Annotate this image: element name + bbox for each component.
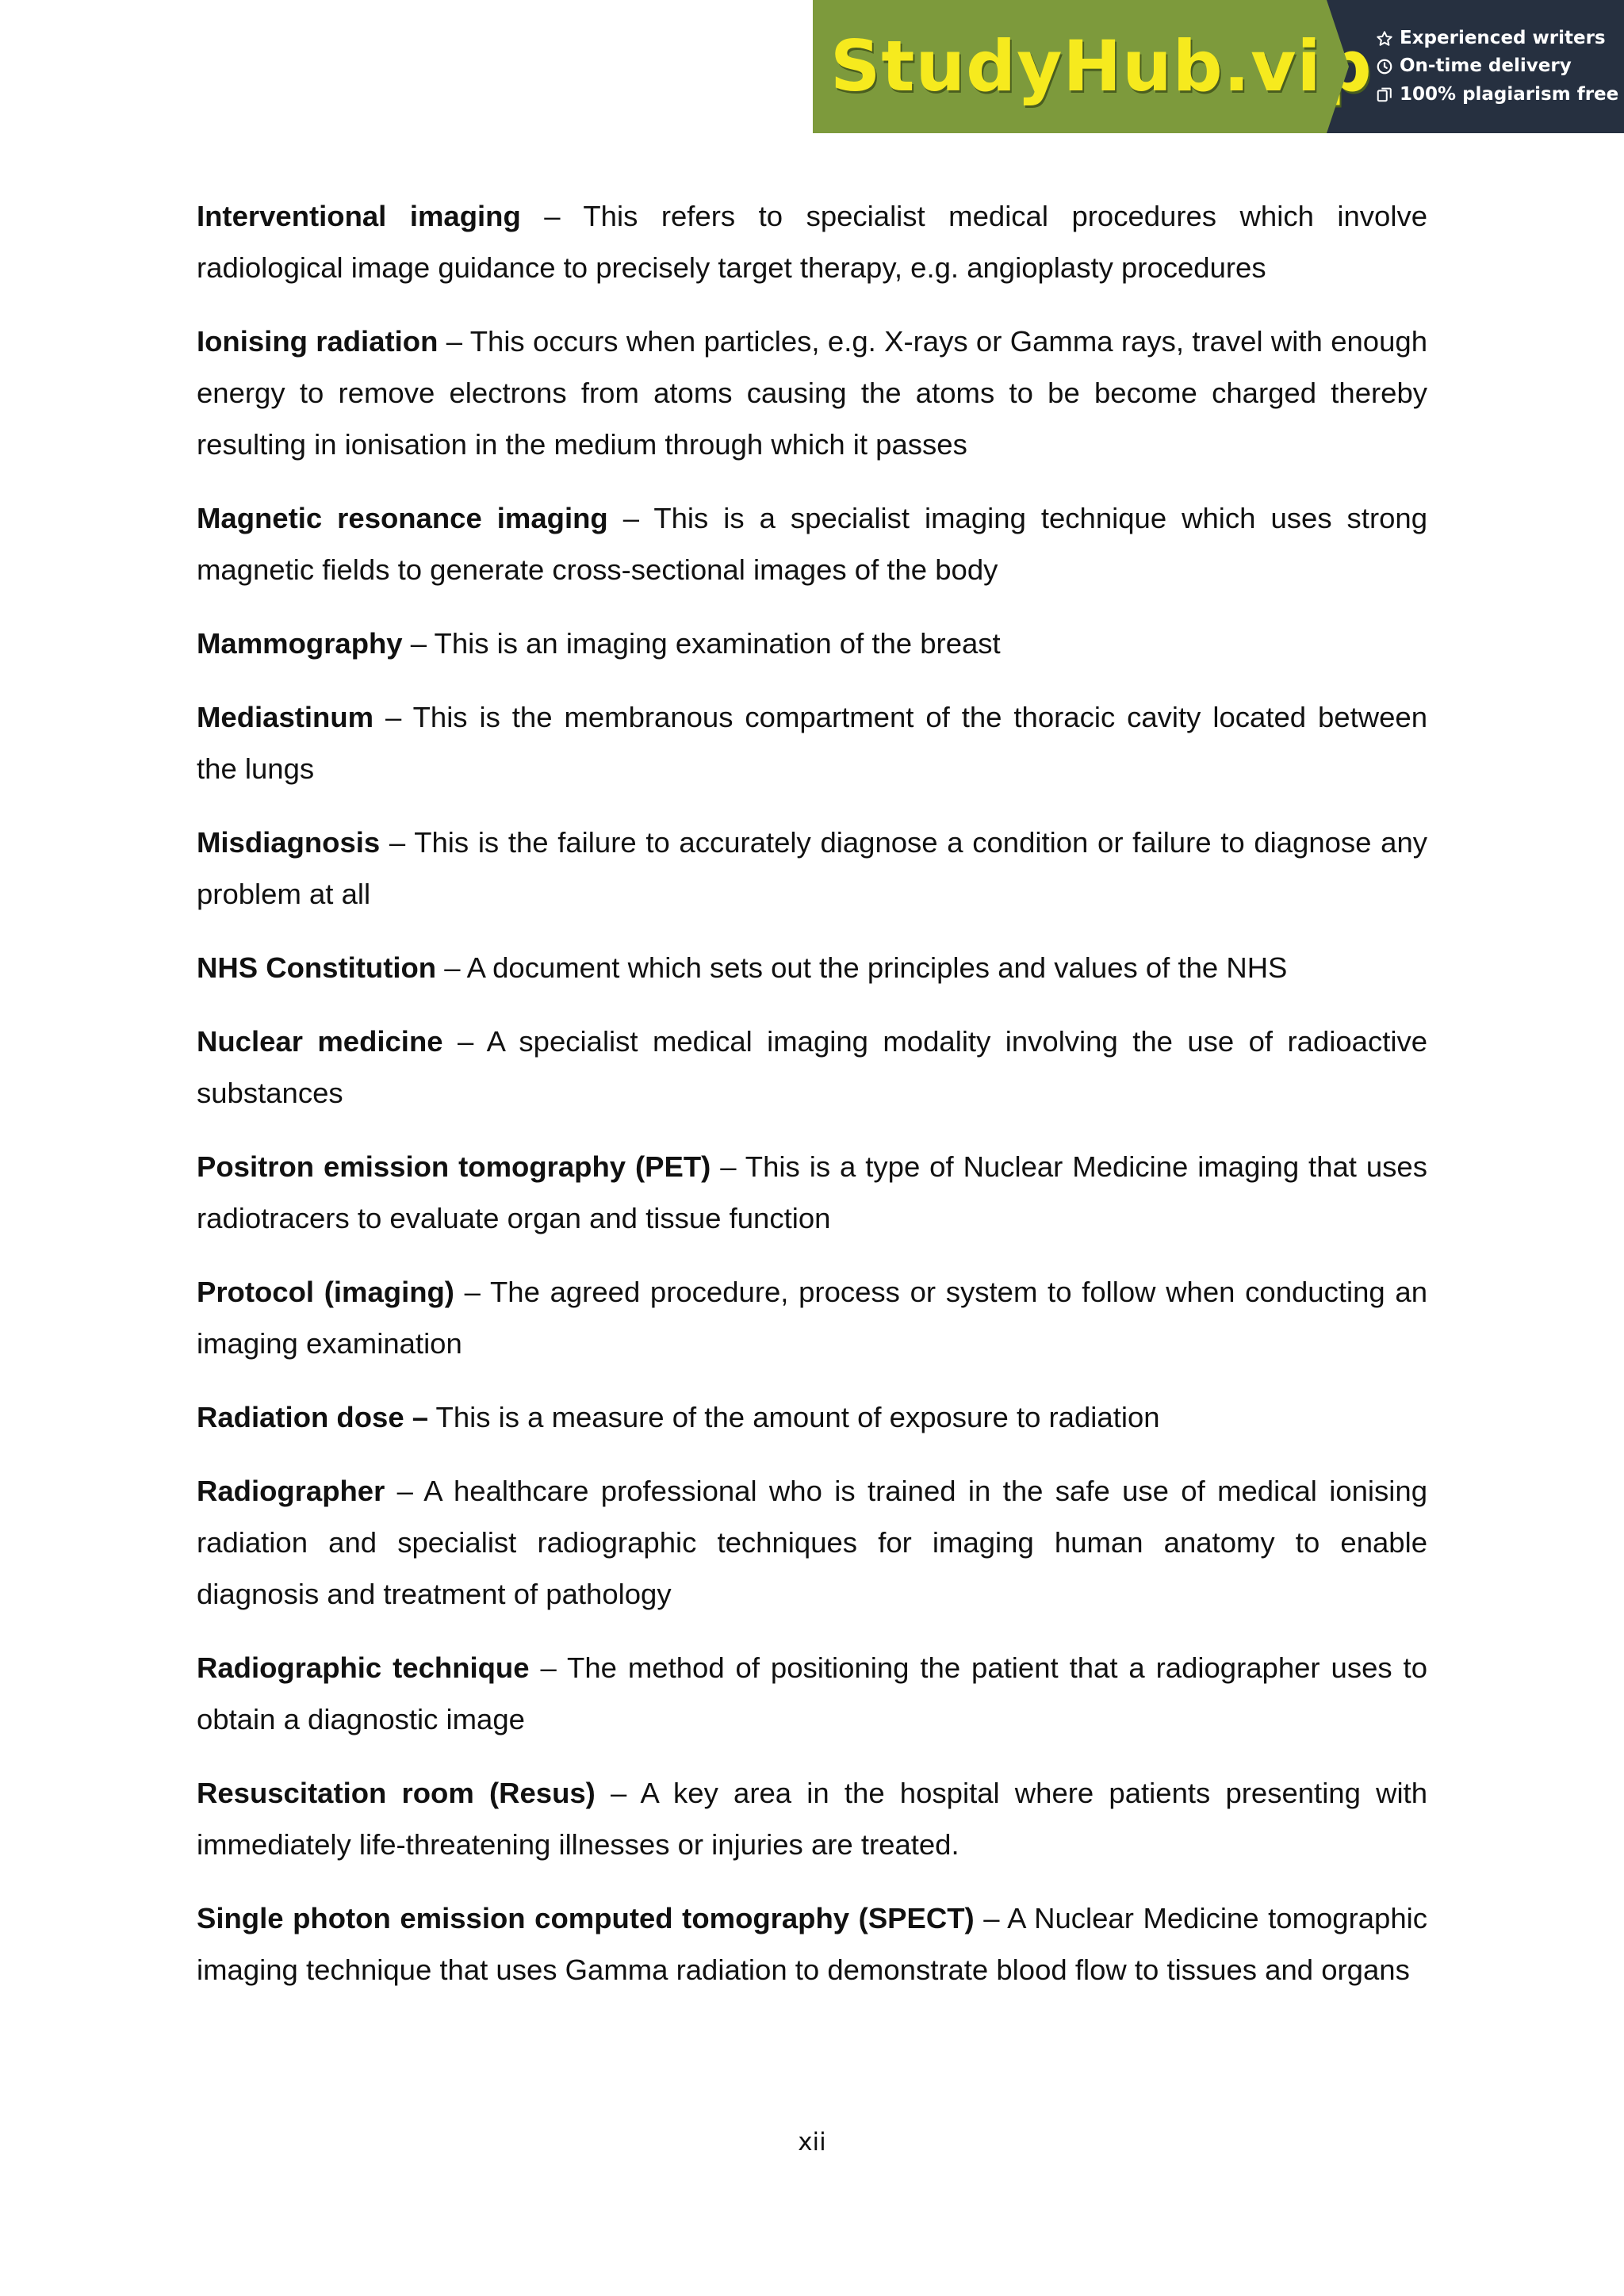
glossary-term: NHS Constitution xyxy=(197,951,437,984)
glossary-entry xyxy=(197,190,1427,293)
glossary-term: Radiographic technique xyxy=(197,1651,530,1684)
glossary-entry xyxy=(197,1016,1427,1119)
glossary-definition: – A document which sets out the principles and values of the NHS xyxy=(436,951,1288,984)
glossary-entry xyxy=(197,1767,1427,1870)
glossary-entry xyxy=(197,1642,1427,1745)
glossary-definition: – A healthcare professional who is trained in the safe use of medical ionising radiation and specialist radiographic techniques for imaging human anatomy to enable diagnosis and treatment of pathology xyxy=(197,1475,1427,1610)
glossary-definition: This is a measure of the amount of exposure to radiation xyxy=(428,1401,1160,1433)
glossary-definition: – A Nuclear Medicine tomographic imaging technique that uses Gamma radiation to demonstrate blood flow to tissues and organs xyxy=(197,1902,1427,1986)
page-number: xii xyxy=(798,2128,826,2156)
glossary-term: Protocol (imaging) xyxy=(197,1276,454,1308)
glossary-entry xyxy=(197,1391,1427,1443)
glossary-entry xyxy=(197,492,1427,595)
glossary-entry xyxy=(197,1266,1427,1369)
glossary-entry xyxy=(197,618,1427,669)
glossary-definition: – The method of positioning the patient that a radiographer uses to obtain a diagnostic image xyxy=(197,1651,1427,1735)
glossary-term: Radiation dose – xyxy=(197,1401,429,1433)
glossary-definition: – A key area in the hospital where patients presenting with immediately life-threatening illnesses or injuries are treated. xyxy=(197,1777,1428,1861)
feature-label: 100% plagiarism free xyxy=(1400,83,1619,105)
feature-label: On-time delivery xyxy=(1400,55,1572,77)
glossary-entry xyxy=(197,316,1427,470)
glossary-definition: – A specialist medical imaging modality involving the use of radioactive substances xyxy=(197,1025,1427,1109)
glossary-entry xyxy=(197,1892,1427,1996)
copy-icon xyxy=(1376,86,1393,103)
glossary-term: Interventional imaging xyxy=(197,200,521,232)
glossary-term: Positron emission tomography (PET) xyxy=(197,1150,711,1183)
studyhub-banner[interactable] xyxy=(813,0,1624,133)
glossary-term: Mammography xyxy=(197,627,403,660)
glossary-term: Misdiagnosis xyxy=(197,826,381,859)
glossary-entry xyxy=(197,1141,1427,1244)
logo: StudyHub.vip xyxy=(830,25,1373,107)
clock-icon xyxy=(1376,58,1393,75)
glossary-term: Radiographer xyxy=(197,1475,385,1507)
logo-panel xyxy=(813,0,1373,133)
feature-item xyxy=(1376,56,1624,76)
feature-item xyxy=(1376,85,1624,105)
glossary-definition: – The agreed procedure, process or system to follow when conducting an imaging examination xyxy=(197,1276,1427,1360)
glossary-term: Mediastinum xyxy=(197,701,374,733)
star-icon xyxy=(1376,30,1393,48)
glossary-entry xyxy=(197,942,1427,993)
glossary-term: Resuscitation room (Resus) xyxy=(197,1777,596,1809)
glossary-entry xyxy=(197,1465,1427,1620)
glossary-entry xyxy=(197,691,1427,794)
glossary-term: Single photon emission computed tomography (SPECT) xyxy=(197,1902,975,1934)
glossary-definition: – This refers to specialist medical procedures which involve radiological image guidance to precisely target therapy, e.g. angioplasty procedures xyxy=(197,200,1427,284)
glossary-definition: – This is the membranous compartment of the thoracic cavity located between the lungs xyxy=(197,701,1427,785)
glossary-entry xyxy=(197,817,1427,920)
glossary-definition: – This is an imaging examination of the breast xyxy=(402,627,1001,660)
feature-label: Experienced writers xyxy=(1400,28,1606,49)
feature-item xyxy=(1376,29,1624,48)
glossary-definition: – This is a specialist imaging technique which uses strong magnetic fields to generate cross-sectional images of the body xyxy=(197,502,1428,586)
glossary-list xyxy=(197,190,1427,2018)
glossary-term: Ionising radiation xyxy=(197,325,439,358)
glossary-definition: – This is the failure to accurately diagnose a condition or failure to diagnose any problem at all xyxy=(197,826,1427,910)
glossary-term: Nuclear medicine xyxy=(197,1025,443,1058)
glossary-definition: – This is a type of Nuclear Medicine imaging that uses radiotracers to evaluate organ and tissue function xyxy=(197,1150,1427,1234)
glossary-definition: – This occurs when particles, e.g. X-rays or Gamma rays, travel with enough energy to remove electrons from atoms causing the atoms to be become charged thereby resulting in ionisation in the medium through which it passes xyxy=(197,325,1427,461)
glossary-term: Magnetic resonance imaging xyxy=(197,502,608,534)
